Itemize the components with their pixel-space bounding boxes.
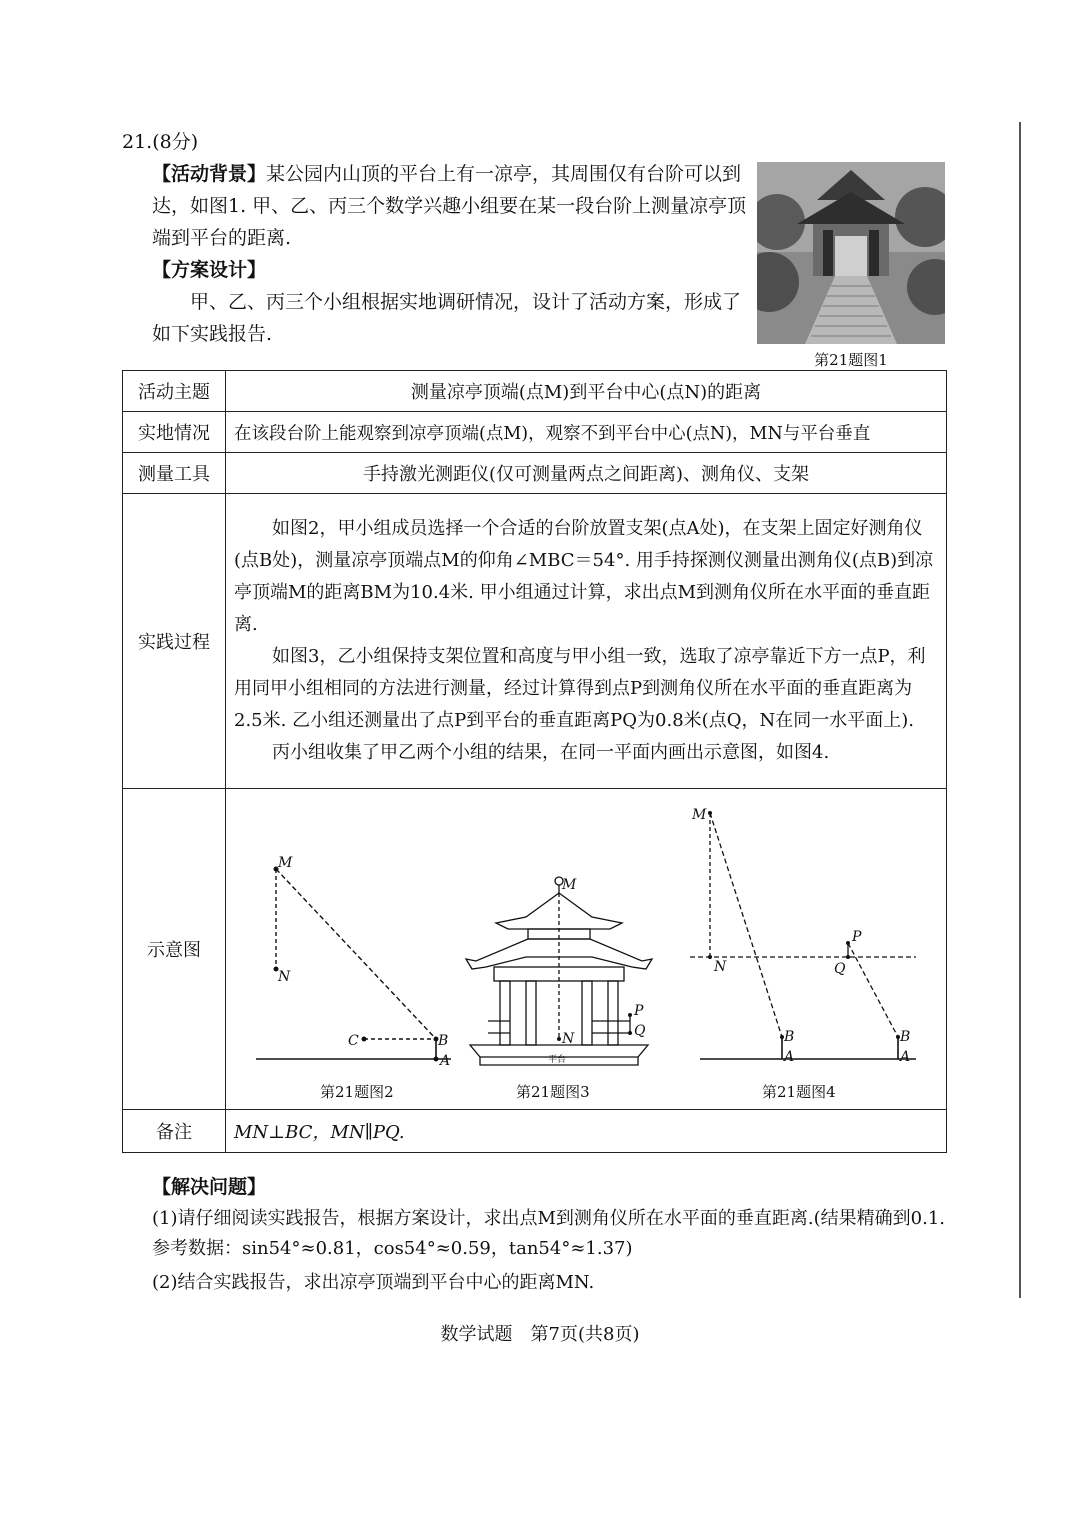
fig3-label-N: N xyxy=(562,1031,575,1047)
row-diagram xyxy=(123,789,947,1110)
fig3-point-N xyxy=(557,1037,561,1041)
pavilion-photo xyxy=(757,162,945,344)
theme-value: 测量凉亭顶端(点M)到平台中心(点N)的距离 xyxy=(226,371,947,412)
solve-heading: 【解决问题】 xyxy=(152,1176,267,1198)
fig2-point-A xyxy=(434,1057,438,1061)
note-label: 备注 xyxy=(123,1110,226,1153)
fig4-label-B2: B xyxy=(900,1029,911,1045)
fig3-point-P xyxy=(628,1013,632,1017)
fig2-caption: 第21题图2 xyxy=(320,1083,394,1101)
fig4-point-P xyxy=(846,941,850,945)
background-heading: 【活动背景】 xyxy=(152,163,267,185)
background-text: 某公园内山顶的平台上有一凉亭，其周围仅有台阶可以到达，如图1. 甲、乙、丙三个数学兴趣小组要在某一段台阶上测量凉亭顶端到平台的距离. xyxy=(152,163,747,249)
tools-value: 手持激光测距仪(仅可测量两点之间距离)、测角仪、支架 xyxy=(226,453,947,494)
page-footer: 数学试题 第7页(共8页) xyxy=(440,1324,640,1345)
process-paragraph-1: 如图2，甲小组成员选择一个合适的台阶放置支架(点A处)，在支架上固定好测角仪(点B处)，测量凉亭顶端点M的仰角∠MBC＝54°. 用手持探测仪测量出测角仪(点B)到凉亭顶端M的距离BM为10.4米. 甲小组通过计算，求出点M到测角仪所在水平面的垂直距离. xyxy=(234,518,934,635)
fig2-point-C xyxy=(362,1037,366,1041)
process-paragraph-3: 丙小组收集了甲乙两个小组的结果，在同一平面内画出示意图，如图4. xyxy=(272,742,830,763)
row-note xyxy=(123,1110,947,1153)
process-label: 实践过程 xyxy=(123,494,226,789)
solve-question-2: (2)结合实践报告，求出凉亭顶端到平台中心的距离MN. xyxy=(152,1272,595,1293)
note-value: MN⊥BC，MN∥PQ. xyxy=(226,1110,947,1153)
fig4-point-Q xyxy=(846,955,850,959)
fig3-point-Q xyxy=(628,1031,632,1035)
fig3-column-1 xyxy=(500,981,510,1045)
fig4-caption: 第21题图4 xyxy=(762,1083,836,1101)
background-paragraph xyxy=(152,158,752,254)
fig3-label-Q: Q xyxy=(634,1023,646,1039)
tools-label: 测量工具 xyxy=(123,453,226,494)
fig3-label-M: M xyxy=(562,877,577,893)
site-value: 在该段台阶上能观察到凉亭顶端(点M)，观察不到平台中心(点N)，MN与平台垂直 xyxy=(226,412,947,453)
figure-4 xyxy=(690,813,916,1059)
figure-2 xyxy=(256,867,451,1061)
diagrams-svg xyxy=(226,789,945,1109)
fig2-label-A: A xyxy=(440,1053,451,1069)
fig2-label-M: M xyxy=(278,855,293,871)
fig4-label-M: M xyxy=(692,807,707,823)
fig4-label-A1: A xyxy=(784,1049,795,1065)
diagram-label: 示意图 xyxy=(123,789,226,1110)
fig3-column-3 xyxy=(582,981,592,1045)
diagram-cell xyxy=(226,789,947,1110)
fig4-label-B1: B xyxy=(784,1029,795,1045)
site-label: 实地情况 xyxy=(123,412,226,453)
fig3-column-2 xyxy=(526,981,536,1045)
row-tools xyxy=(123,453,947,494)
row-process xyxy=(123,494,947,789)
question-number: 21.(8分) xyxy=(122,131,199,153)
design-text: 甲、乙、丙三个小组根据实地调研情况，设计了活动方案，形成了如下实践报告. xyxy=(152,291,742,345)
fig2-label-C: C xyxy=(348,1033,359,1049)
figure-3-pavilion xyxy=(466,877,652,1065)
fig4-point-N xyxy=(708,955,712,959)
fig4-label-P: P xyxy=(852,929,862,945)
intro-block xyxy=(152,158,752,350)
practice-report-table xyxy=(122,370,947,1153)
fig2-segment-MB xyxy=(276,869,436,1039)
process-paragraph-2: 如图3，乙小组保持支架位置和高度与甲小组一致，选取了凉亭靠近下方一点P，利用同甲小组相同的方法进行测量，经过计算得到点P到测角仪所在水平面的垂直距离为2.5米. 乙小组还测量出了点P到平台的垂直距离PQ为0.8米(点Q，N在同一水平面上). xyxy=(234,646,926,731)
fig4-segment-MB1 xyxy=(710,813,782,1037)
fig3-caption: 第21题图3 xyxy=(516,1083,590,1101)
theme-label: 活动主题 xyxy=(123,371,226,412)
margin-rule xyxy=(1019,122,1021,1298)
fig4-label-A2: A xyxy=(900,1049,911,1065)
fig4-point-M xyxy=(708,811,712,815)
fig3-label-P: P xyxy=(634,1003,644,1019)
fig2-label-B: B xyxy=(438,1033,449,1049)
row-theme xyxy=(123,371,947,412)
fig4-label-N: N xyxy=(714,959,727,975)
row-site xyxy=(123,412,947,453)
fig3-label-platform: 平台 xyxy=(548,1055,567,1065)
fig2-label-N: N xyxy=(278,969,291,985)
fig3-column-4 xyxy=(608,981,618,1045)
solve-question-1: (1)请仔细阅读实践报告，根据方案设计，求出点M到测角仪所在水平面的垂直距离.(结果精确到0.1.参考数据：sin54°≈0.81，cos54°≈0.59，tan54°≈1.37) xyxy=(152,1208,946,1259)
fig4-label-Q: Q xyxy=(834,961,846,977)
photo-caption: 第21题图1 xyxy=(814,351,888,369)
design-heading: 【方案设计】 xyxy=(152,259,267,281)
process-value xyxy=(226,494,947,789)
